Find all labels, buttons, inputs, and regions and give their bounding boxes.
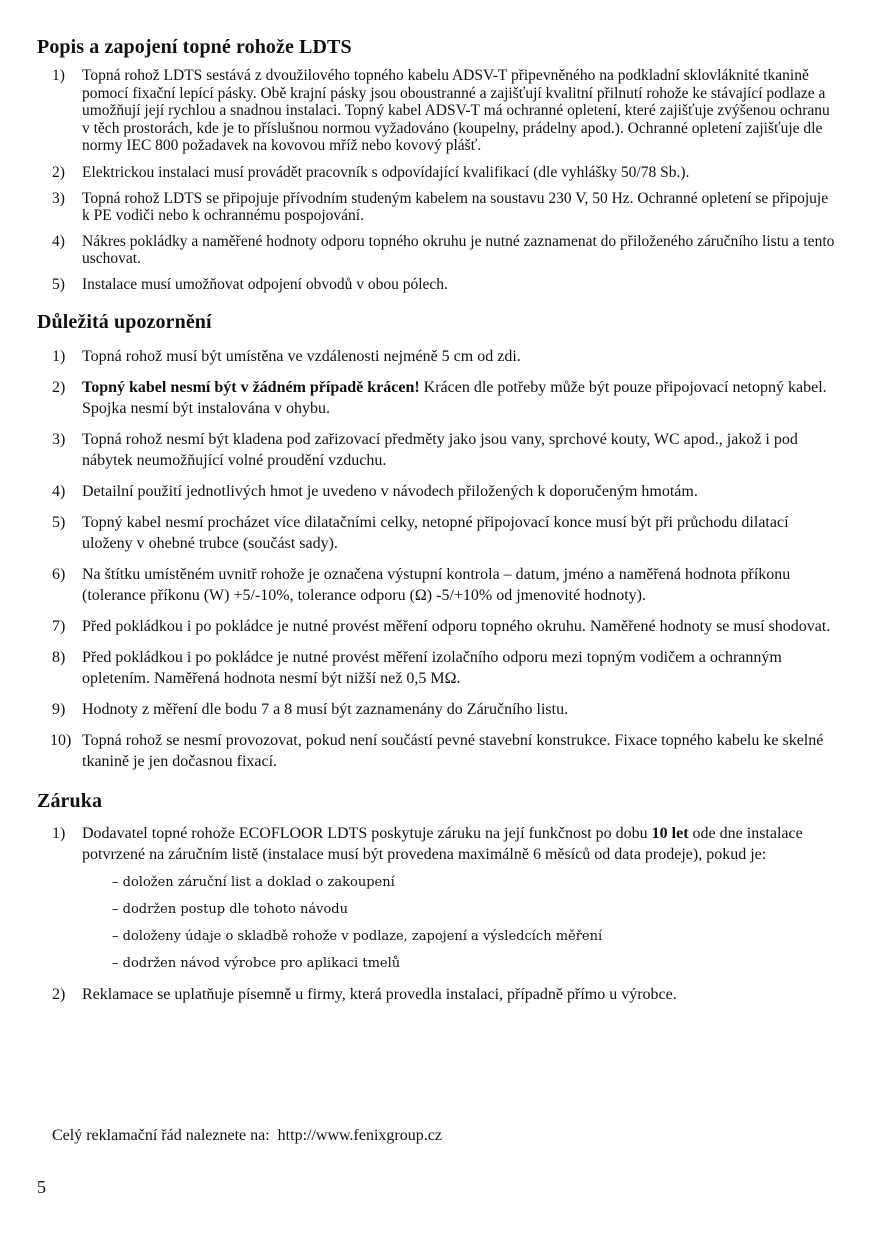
section-title: Záruka <box>37 789 103 812</box>
list-item <box>37 823 837 974</box>
list-item <box>37 429 837 471</box>
list-item <box>37 377 837 419</box>
item-number: 2) <box>52 985 66 1003</box>
item-number: 4) <box>52 482 66 500</box>
item-number: 1) <box>52 67 65 84</box>
list-item <box>37 233 837 267</box>
page-number: 5 <box>37 1177 46 1197</box>
list-item <box>37 276 837 293</box>
list-item <box>37 346 837 367</box>
item-text: Před pokládkou i po pokládce je nutné provést měření odporu topného okruhu. Naměřené hodnoty se musí shodovat. <box>82 617 831 635</box>
item-text: Hodnoty z měření dle bodu 7 a 8 musí být zaznamenány do Záručního listu. <box>82 700 569 718</box>
list-item <box>37 730 837 772</box>
list-item <box>37 190 837 224</box>
footer-note <box>52 1127 442 1145</box>
section-description <box>37 36 837 293</box>
list-item <box>37 512 837 554</box>
list-item <box>37 164 837 181</box>
item-number: 5) <box>52 513 66 531</box>
item-number: 10) <box>50 731 72 749</box>
item-number: 2) <box>52 163 65 181</box>
list-item <box>37 984 837 1005</box>
item-text: Topná rohož LDTS sestává z dvoužilového topného kabelu ADSV-T připevněného na podkladní sklovláknité tkanině pomocí fixační lepící pásky. Obě krajní pásky jsou oboustranné a zajišťují kvalitní přilnutí rohože ke stávající podlaze a umožňují její rychlou a snadnou instalaci. Topný kabel ADSV-T má ochranné opletení, které zajišťuje zvýšenou ochranu v těch prostorách, kde je to příslušnou normou vyžadováno (koupelny, prádelny apod.). Ochranné opletení zajišťuje dle normy IEC 800 požadavek na kovovou mříž nebo kovový plášť. <box>82 67 830 154</box>
item-text: Před pokládkou i po pokládce je nutné provést měření izolačního odporu mezi topným vodičem a ochranným opletením. Naměřená hodnota nesmí být nižší než 0,5 MΩ. <box>82 648 782 687</box>
item-text: Detailní použití jednotlivých hmot je uvedeno v návodech přiložených k doporučeným hmotám. <box>82 482 698 500</box>
description-list <box>37 67 837 293</box>
section-title: Důležitá upozornění <box>37 310 212 333</box>
item-number: 1) <box>52 824 66 842</box>
item-text: Topná rohož se nesmí provozovat, pokud není součástí pevné stavební konstrukce. Fixace topného kabelu ke skelné tkanině je jen dočasnou fixací. <box>82 731 824 770</box>
item-number: 2) <box>52 378 66 396</box>
item-number: 1) <box>52 347 66 365</box>
item-text: Topný kabel nesmí procházet více dilatačními celky, netopné připojovací konce musí být při průchodu dilatací uloženy v ohebné trubce (součást sady). <box>82 513 789 552</box>
item-number: 3) <box>52 430 66 448</box>
footer-url-link[interactable]: http://www.fenixgroup.cz <box>277 1127 442 1144</box>
list-item <box>37 67 837 155</box>
condition-item: – dodržen návod výrobce pro aplikaci tmelů <box>112 955 401 971</box>
list-item <box>37 699 837 720</box>
list-item <box>37 481 837 502</box>
item-number: 5) <box>52 275 65 293</box>
item-text: Instalace musí umožňovat odpojení obvodů v obou pólech. <box>82 275 448 293</box>
item-number: 6) <box>52 565 66 583</box>
section-warranty <box>37 790 837 1005</box>
item-text: Krácen dle potřeby může být pouze připojovací netopný kabel. Spojka nesmí být instalována v ohybu. <box>82 378 827 417</box>
item-bold-text: 10 let <box>651 824 689 842</box>
item-text: Dodavatel topné rohože ECOFLOOR LDTS poskytuje záruku na její funkčnost po dobu <box>82 824 652 842</box>
condition-item: – dodržen postup dle tohoto návodu <box>112 901 348 917</box>
section-title: Popis a zapojení topné rohože LDTS <box>37 36 352 58</box>
list-item <box>37 616 837 637</box>
item-number: 3) <box>52 189 65 207</box>
item-text: Topná rohož LDTS se připojuje přívodním studeným kabelem na soustavu 230 V, 50 Hz. Ochranné opletení se připojuje k PE vodiči nebo k ochrannému pospojování. <box>82 189 829 224</box>
item-number: 8) <box>52 648 66 666</box>
warnings-list <box>37 346 837 772</box>
list-item <box>37 564 837 606</box>
list-item <box>37 647 837 689</box>
warranty-list <box>37 823 837 1005</box>
item-text: Reklamace se uplatňuje písemně u firmy, která provedla instalaci, případně přímo u výrobce. <box>82 985 677 1003</box>
item-bold-text: Topný kabel nesmí být v žádném případě krácen! <box>82 378 420 396</box>
item-text: Nákres pokládky a naměřené hodnoty odporu topného okruhu je nutné zaznamenat do přiloženého záručního listu a tento uschovat. <box>82 232 835 267</box>
item-text: ode dne instalace potvrzené na záručním listě (instalace musí být provedena maximálně 6 měsíců od data prodeje), pokud je: <box>82 824 803 863</box>
condition-item: – doloženy údaje o skladbě rohože v podlaze, zapojení a výsledcích měření <box>112 928 603 944</box>
item-text: Topná rohož musí být umístěna ve vzdálenosti nejméně 5 cm od zdi. <box>82 347 521 365</box>
document-page <box>37 36 837 1023</box>
section-warnings <box>37 311 837 772</box>
condition-item: – doložen záruční list a doklad o zakoupení <box>112 874 395 890</box>
item-text: Topná rohož nesmí být kladena pod zařizovací předměty jako jsou vany, sprchové kouty, WC apod., jakož i pod nábytek neumožňující volné proudění vzduchu. <box>82 430 798 469</box>
item-text: Elektrickou instalaci musí provádět pracovník s odpovídající kvalifikací (dle vyhlášky 50/78 Sb.). <box>82 163 690 181</box>
item-number: 9) <box>52 700 66 718</box>
footer-label: Celý reklamační řád naleznete na: <box>52 1127 270 1144</box>
item-number: 7) <box>52 617 66 635</box>
item-text: Na štítku umístěném uvnitř rohože je označena výstupní kontrola – datum, jméno a naměřená hodnota příkonu (tolerance příkonu (W) +5/-10%, tolerance odporu (Ω) -5/+10% od jmenovité hodnoty). <box>82 565 791 604</box>
item-number: 4) <box>52 232 65 250</box>
warranty-conditions <box>82 873 837 974</box>
